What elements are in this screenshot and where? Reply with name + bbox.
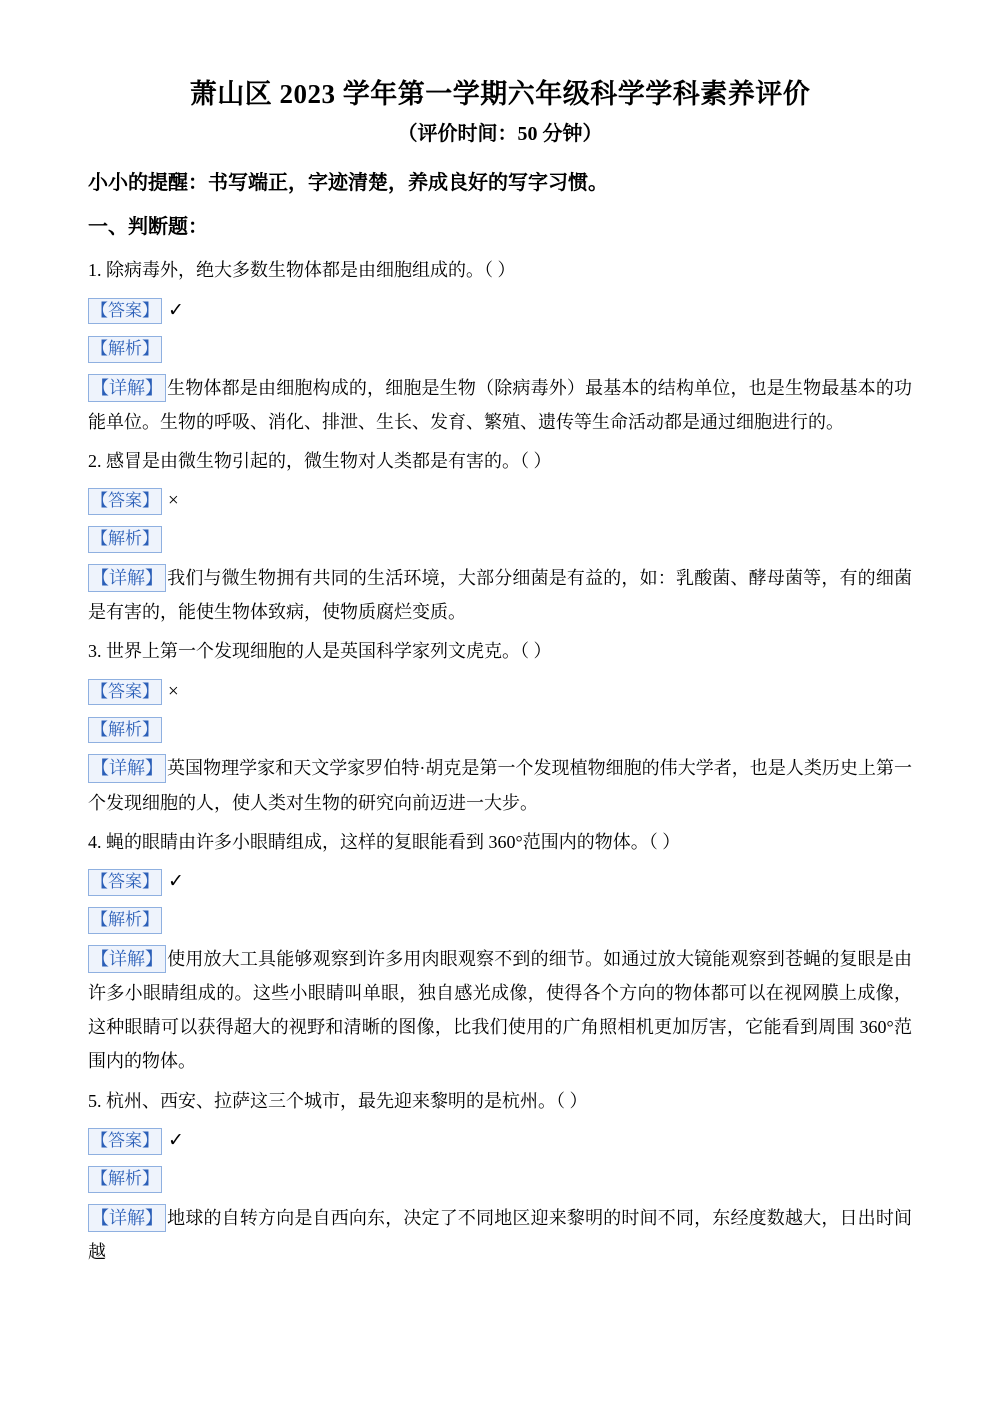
answer-mark: ✓ — [168, 299, 184, 321]
detail-line — [88, 1201, 912, 1269]
question-block — [88, 826, 912, 1079]
question-stem: 2. 感冒是由微生物引起的，微生物对人类都是有害的。（ ） — [88, 450, 552, 471]
answer-line — [88, 294, 912, 328]
detail-label: 【详解】 — [88, 1204, 166, 1232]
analysis-line — [88, 524, 912, 555]
answer-line — [88, 865, 912, 899]
question-block — [88, 635, 912, 819]
analysis-line — [88, 715, 912, 746]
answer-mark: ✓ — [168, 1129, 184, 1151]
page-subtitle: （评价时间：50 分钟） — [397, 123, 603, 146]
answer-label: 【答案】 — [88, 298, 162, 325]
answer-mark: ✓ — [168, 871, 184, 893]
analysis-label: 【解析】 — [88, 336, 162, 363]
detail-text: 我们与微生物拥有共同的生活环境，大部分细菌是有益的，如：乳酸菌、酵母菌等，有的细菌是有害的，能使生物体致病，使物质腐烂变质。 — [88, 567, 912, 623]
page-title: 萧山区 2023 学年第一学期六年级科学学科素养评价 — [189, 79, 811, 109]
analysis-label: 【解析】 — [88, 907, 162, 934]
answer-label: 【答案】 — [88, 488, 162, 515]
detail-text: 生物体都是由细胞构成的，细胞是生物（除病毒外）最基本的结构单位，也是生物最基本的功能单位。生物的呼吸、消化、排泄、生长、发育、繁殖、遗传等生命活动都是通过细胞进行的。 — [88, 377, 912, 432]
question-stem: 5. 杭州、西安、拉萨这三个城市，最先迎来黎明的是杭州。（ ） — [88, 1090, 588, 1111]
section-heading-true-false: 一、判断题： — [88, 216, 208, 239]
analysis-label: 【解析】 — [88, 717, 162, 744]
answer-label: 【答案】 — [88, 1128, 162, 1155]
detail-label: 【详解】 — [88, 754, 166, 782]
question-block — [88, 254, 912, 438]
detail-label: 【详解】 — [88, 374, 166, 402]
answer-label: 【答案】 — [88, 869, 162, 896]
answer-line — [88, 484, 912, 518]
detail-line — [88, 942, 912, 1079]
exam-notice: 小小的提醒：书写端正，字迹清楚，养成良好的写字习惯。 — [88, 172, 608, 195]
question-stem: 3. 世界上第一个发现细胞的人是英国科学家列文虎克。（ ） — [88, 641, 552, 662]
analysis-label: 【解析】 — [88, 526, 162, 553]
answer-mark: × — [168, 490, 179, 512]
answer-mark: × — [168, 680, 179, 702]
detail-text: 英国物理学家和天文学家罗伯特·胡克是第一个发现植物细胞的伟大学者，也是人类历史上第一个发现细胞的人，使人类对生物的研究向前迈进一大步。 — [88, 758, 912, 813]
answer-line — [88, 675, 912, 709]
analysis-line — [88, 334, 912, 365]
detail-label: 【详解】 — [88, 945, 166, 973]
answer-label: 【答案】 — [88, 679, 162, 706]
analysis-label: 【解析】 — [88, 1166, 162, 1193]
answer-line — [88, 1124, 912, 1158]
detail-line — [88, 371, 912, 439]
detail-text: 使用放大工具能够观察到许多用肉眼观察不到的细节。如通过放大镜能观察到苍蝇的复眼是由许多小眼睛组成的。这些小眼睛叫单眼，独自感光成像，使得各个方向的物体都可以在视网膜上成像，这种眼睛可以获得超大的视野和清晰的图像，比我们使用的广角照相机更加厉害，它能看到周围 360°范围内的物体。 — [88, 948, 912, 1072]
detail-line — [88, 561, 912, 629]
question-block — [88, 445, 912, 629]
question-stem: 1. 除病毒外，绝大多数生物体都是由细胞组成的。（ ） — [88, 260, 516, 281]
detail-label: 【详解】 — [88, 564, 166, 592]
analysis-line — [88, 905, 912, 936]
detail-line — [88, 751, 912, 819]
question-stem: 4. 蝇的眼睛由许多小眼睛组成，这样的复眼能看到 360°范围内的物体。（ ） — [88, 831, 681, 852]
question-block — [88, 1085, 912, 1269]
analysis-line — [88, 1164, 912, 1195]
detail-text: 地球的自转方向是自西向东，决定了不同地区迎来黎明的时间不同，东经度数越大，日出时间越 — [88, 1207, 912, 1262]
